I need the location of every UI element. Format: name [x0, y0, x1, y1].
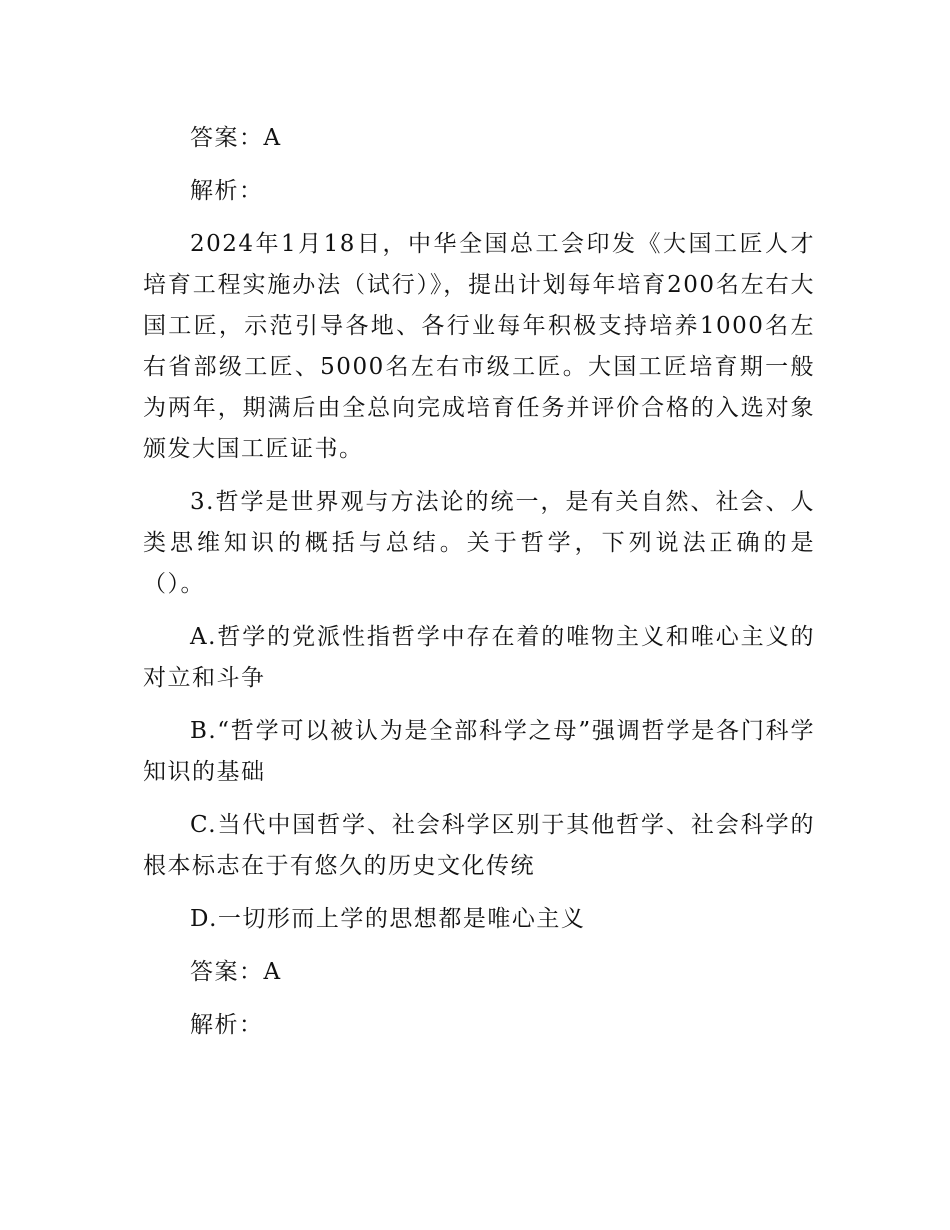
option-c: C.当代中国哲学、社会科学区别于其他哲学、社会科学的根本标志在于有悠久的历史文化传统 [143, 812, 815, 879]
analysis-label: 解析： [190, 1012, 264, 1038]
analysis-paragraph: 2024年1月18日，中华全国总工会印发《大国工匠人才培育工程实施办法（试行）》，提出计划每年培育200名左右大国工匠，示范引导各地、各行业每年积极支持培养1000名左右省部级工匠、5000名左右市级工匠。大国工匠培育期一般为两年，期满后由全总向完成培育任务并评价合格的入选对象颁发大国工匠证书。 [143, 231, 815, 462]
option-a: A.哲学的党派性指哲学中存在着的唯物主义和唯心主义的对立和斗争 [143, 624, 815, 691]
option-b: B.“哲学可以被认为是全部科学之母”强调哲学是各门科学知识的基础 [143, 718, 815, 785]
analysis-label: 解析： [190, 178, 264, 204]
question-stem: 3.哲学是世界观与方法论的统一，是有关自然、社会、人类思维知识的概括与总结。关于哲学，下列说法正确的是（）。 [143, 489, 815, 597]
document-body [143, 118, 815, 1046]
option-d: D.一切形而上学的思想都是唯心主义 [190, 906, 586, 932]
answer-line: 答案：A [190, 959, 282, 985]
answer-line: 答案：A [190, 125, 282, 151]
